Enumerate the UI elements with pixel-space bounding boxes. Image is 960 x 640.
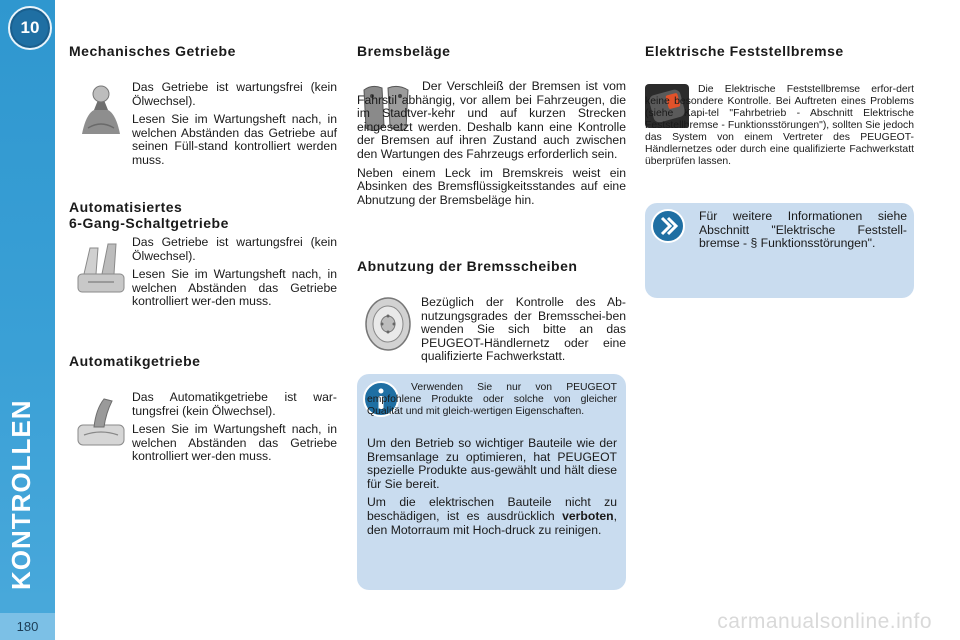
- brake-disc-icon: [362, 296, 414, 352]
- brake-discs-heading: Abnutzung der Bremsscheiben: [357, 258, 578, 274]
- parking-brake-text: Die Elektrische Feststellbremse erfor-dert keine besondere Kontrolle. Bei Auftreten eines Problems (siehe Kapi-tel "Fahrbetrieb - Abschnitt Elektrische Feststellbremse - Funktionsstörungen"), sollten Sie jedoch das System von einem Vertreter des PEUGEOT-Händlernetzes oder durch eine qualifizierte Fachwerkstatt überprüfen lassen.: [645, 84, 914, 167]
- info-box-text: Um den Betrieb so wichtiger Bauteile wie der Bremsanlage zu optimieren, hat PEUGEOT spezielle Produkte aus-gewählt und hält diese für Sie bereit. Um die elektrischen Bauteile nicht zu beschädigen, ist es ausdrücklich verboten, den Motorraum mit Hoch-druck zu reinigen.: [367, 436, 617, 537]
- manual-gearbox-text: Das Getriebe ist wartungsfrei (kein Ölwechsel). Lesen Sie im Wartungsheft nach, in welchen Abständen das Getriebe auf seinen Füll-stand kontrolliert werden muss.: [132, 80, 337, 167]
- page-number: 180: [0, 613, 55, 640]
- brake-pads-heading: Bremsbeläge: [357, 43, 451, 59]
- chapter-number-badge: 10: [8, 6, 52, 50]
- automatic-gearbox-heading: Automatikgetriebe: [69, 353, 201, 369]
- watermark: carmanualsonline.info: [717, 610, 932, 633]
- info-box-text-small: Verwenden Sie nur von PEUGEOT empfohlene Produkte oder solche von gleicher Qualität und mit gleich-wertigen Eigenschaften.: [367, 382, 617, 417]
- automated-gearbox-heading: Automatisiertes 6-Gang-Schaltgetriebe: [69, 199, 229, 231]
- automatic-gear-selector-icon: [74, 395, 128, 449]
- automated-gear-selector-icon: [74, 240, 128, 294]
- arrow-reference-icon[interactable]: [650, 208, 686, 244]
- reference-box-text: Für weitere Informationen siehe Abschnitt "Elektrische Feststell-bremse - § Funktionsstörungen".: [699, 209, 907, 251]
- brake-pads-text: Der Verschleiß der Bremsen ist vom Fahrstil abhängig, vor allem bei Fahrzeugen, die im Stadtver-kehr und auf kurzen Strecken eingesetzt werden. Deshalb kann eine Kontrolle der Bremsen auf ihren Zustand auch zwischen den Wartungen des Fahrzeugs erforderlich sein. Neben einem Leck im Bremskreis weist ein Absinken des Bremsflüssigkeitsstandes auf eine Abnutzung der Bremsbeläge hin.: [357, 79, 626, 207]
- automatic-gearbox-text: Das Automatikgetriebe ist war-tungsfrei (kein Ölwechsel). Lesen Sie im Wartungsheft nach, in welchen Abständen das Getriebe kontrolliert wer-den muss.: [132, 390, 337, 464]
- parking-brake-heading: Elektrische Feststellbremse: [645, 43, 844, 59]
- manual-gearbox-heading: Mechanisches Getriebe: [69, 43, 236, 59]
- chapter-title: KONTROLLEN: [6, 399, 36, 590]
- manual-gear-lever-icon: [78, 84, 124, 136]
- automated-gearbox-text: Das Getriebe ist wartungsfrei (kein Ölwechsel). Lesen Sie im Wartungsheft nach, in welchen Abständen das Getriebe kontrolliert wer-den muss.: [132, 235, 337, 309]
- brake-discs-text: Bezüglich der Kontrolle des Ab-nutzungsgrades der Bremsschei-ben wenden Sie sich bitte an das PEUGEOT-Händlernetz oder eine qualifizierte Fachwerkstatt.: [421, 295, 626, 364]
